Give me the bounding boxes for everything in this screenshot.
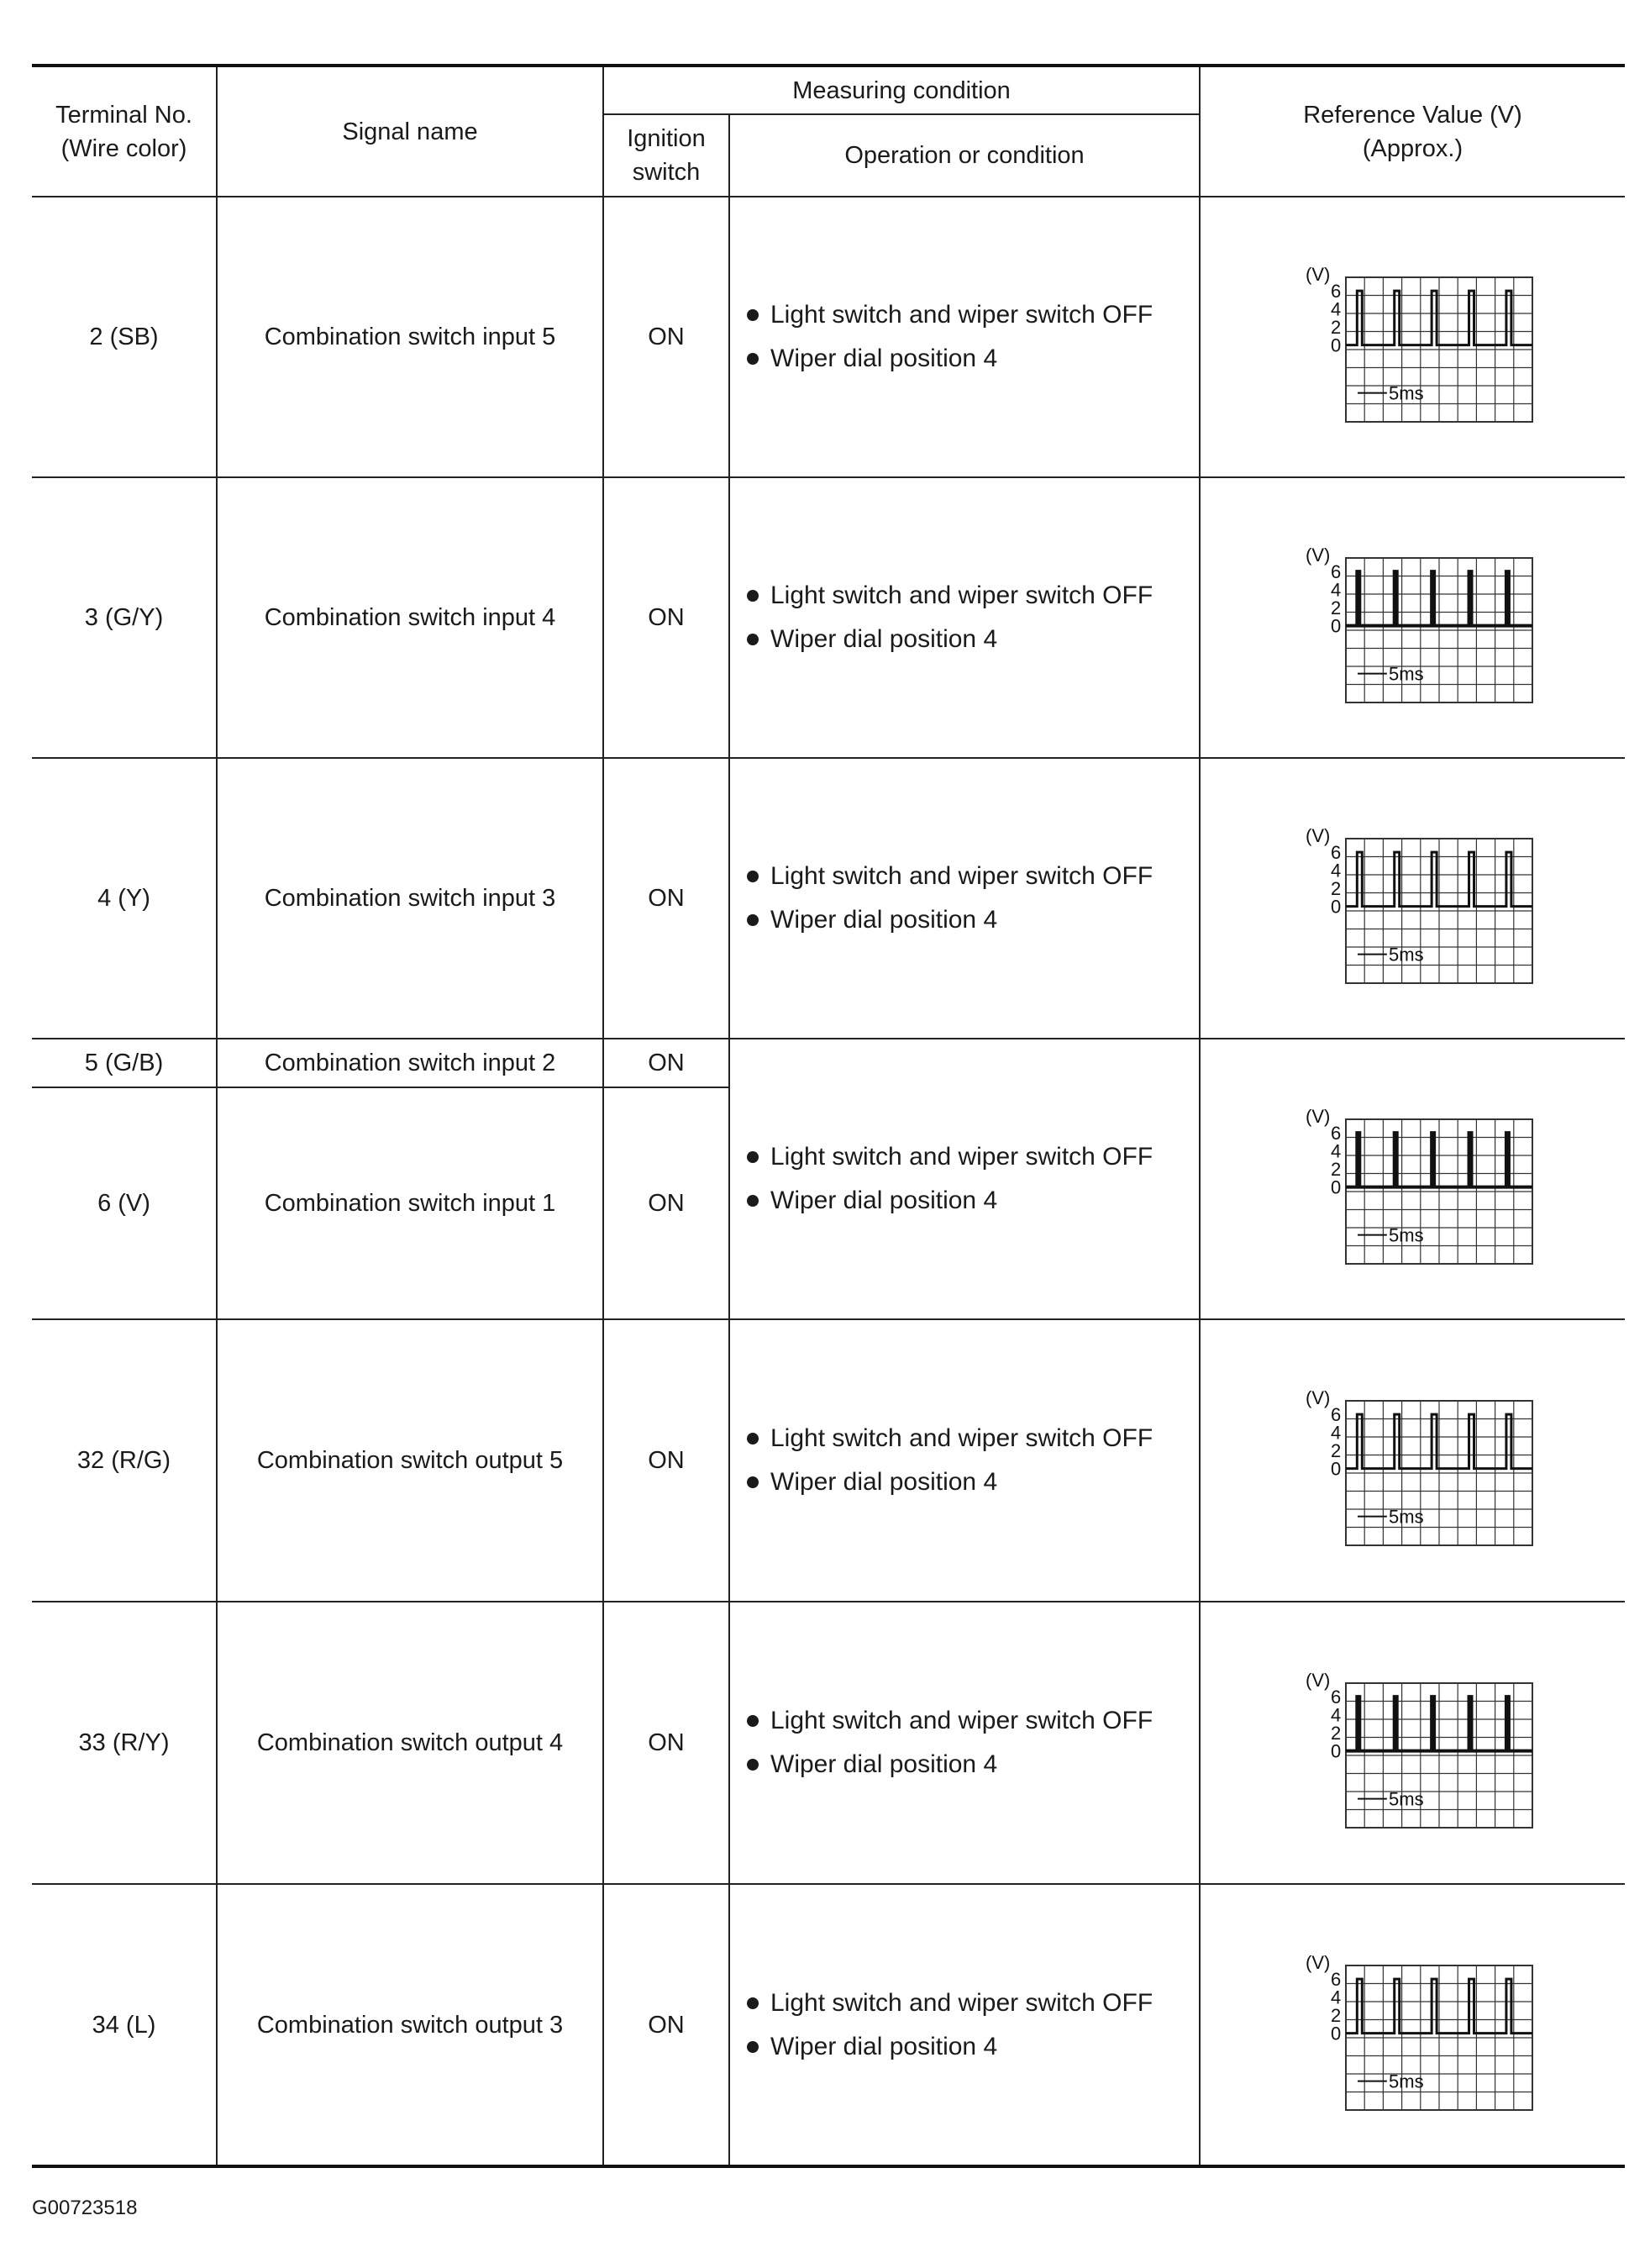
terminal-reference-table xyxy=(32,64,1625,2168)
ignition-cell: ON xyxy=(603,758,729,1039)
waveform-y-tick: 0 xyxy=(1330,615,1341,637)
waveform-y-tick: 4 xyxy=(1330,1704,1341,1726)
bullet-icon xyxy=(747,309,759,321)
ignition-cell: ON xyxy=(603,197,729,477)
ignition-cell: ON xyxy=(603,1319,729,1602)
condition-cell xyxy=(729,1039,1200,1319)
condition-text: Light switch and wiper switch OFF xyxy=(770,581,1153,609)
condition-item xyxy=(747,1460,1199,1504)
waveform-slot xyxy=(1201,1364,1625,1557)
waveform-y-tick: 6 xyxy=(1330,561,1341,583)
header-reference-value xyxy=(1200,66,1625,197)
reference-cell xyxy=(1200,758,1625,1039)
waveform-grid xyxy=(1346,1401,1532,1545)
header-reference-label: Reference Value (V) xyxy=(1303,101,1522,129)
reference-cell xyxy=(1200,1602,1625,1884)
reference-cell xyxy=(1200,477,1625,758)
waveform-y-tick: 0 xyxy=(1330,1458,1341,1480)
waveform-y-tick: 6 xyxy=(1330,1123,1341,1145)
reference-value-sheet xyxy=(32,64,1625,2168)
table-row xyxy=(32,1884,1625,2166)
waveform-graph xyxy=(1270,1646,1556,1839)
waveform-y-tick: 6 xyxy=(1330,1404,1341,1426)
condition-item xyxy=(747,618,1199,661)
waveform-y-tick: 2 xyxy=(1330,317,1341,339)
waveform-y-tick: 2 xyxy=(1330,2004,1341,2026)
bullet-icon xyxy=(747,1151,759,1163)
condition-cell xyxy=(729,1884,1200,2166)
reference-cell xyxy=(1200,1039,1625,1319)
waveform-unit-label: (V) xyxy=(1305,1387,1330,1408)
signal-cell: Combination switch output 4 xyxy=(217,1602,603,1884)
bullet-icon xyxy=(747,871,759,882)
condition-text: Light switch and wiper switch OFF xyxy=(770,1143,1153,1171)
header-ignition-switch xyxy=(603,114,729,197)
time-scale-label: 5ms xyxy=(1388,1788,1424,1810)
time-scale-label: 5ms xyxy=(1388,2071,1424,2092)
waveform-grid xyxy=(1346,558,1532,703)
waveform-y-tick: 2 xyxy=(1330,597,1341,619)
time-scale-label: 5ms xyxy=(1388,944,1424,966)
waveform-y-tick: 4 xyxy=(1330,298,1341,320)
bullet-icon xyxy=(747,1997,759,2009)
condition-text: Wiper dial position 4 xyxy=(770,345,998,372)
condition-item xyxy=(747,1981,1199,2025)
bullet-icon xyxy=(747,914,759,926)
bullet-icon xyxy=(747,590,759,602)
header-terminal-label: Terminal No. xyxy=(55,101,192,129)
terminal-cell: 6 (V) xyxy=(32,1087,217,1319)
terminal-cell: 34 (L) xyxy=(32,1884,217,2166)
waveform-grid xyxy=(1346,1119,1532,1264)
waveform-graph xyxy=(1270,802,1556,995)
waveform-y-tick: 6 xyxy=(1330,1968,1341,1990)
document-id: G00723518 xyxy=(32,2197,138,2219)
condition-item xyxy=(747,2025,1199,2069)
signal-cell: Combination switch output 5 xyxy=(217,1319,603,1602)
condition-item xyxy=(747,1417,1199,1460)
terminal-cell: 4 (Y) xyxy=(32,758,217,1039)
waveform-unit-label: (V) xyxy=(1305,1106,1330,1127)
waveform-y-tick: 6 xyxy=(1330,842,1341,864)
reference-cell xyxy=(1200,1319,1625,1602)
condition-item xyxy=(747,1135,1199,1179)
header-switch-label: switch xyxy=(632,159,701,186)
condition-text: Wiper dial position 4 xyxy=(770,906,998,934)
condition-item xyxy=(747,1743,1199,1787)
waveform-slot xyxy=(1201,1929,1625,2122)
condition-text: Wiper dial position 4 xyxy=(770,1187,998,1214)
waveform-slot xyxy=(1201,802,1625,995)
time-scale-label: 5ms xyxy=(1388,382,1424,404)
condition-item xyxy=(747,574,1199,618)
time-scale-label: 5ms xyxy=(1388,663,1424,685)
waveform-grid xyxy=(1346,1965,1532,2110)
condition-cell xyxy=(729,1602,1200,1884)
condition-cell xyxy=(729,1319,1200,1602)
waveform-y-tick: 0 xyxy=(1330,896,1341,918)
condition-text: Light switch and wiper switch OFF xyxy=(770,1988,1153,2017)
header-approx-label: (Approx.) xyxy=(1362,134,1463,162)
bullet-icon xyxy=(747,1759,759,1771)
waveform-y-tick: 4 xyxy=(1330,1140,1341,1162)
table-row xyxy=(32,1602,1625,1884)
waveform-y-tick: 0 xyxy=(1330,334,1341,356)
condition-text: Light switch and wiper switch OFF xyxy=(770,301,1153,329)
waveform-y-tick: 4 xyxy=(1330,1422,1341,1444)
bullet-icon xyxy=(747,1433,759,1444)
signal-cell: Combination switch input 5 xyxy=(217,197,603,477)
signal-cell: Combination switch input 3 xyxy=(217,758,603,1039)
condition-item xyxy=(747,1179,1199,1223)
table-row xyxy=(32,197,1625,477)
table-row xyxy=(32,477,1625,758)
waveform-grid xyxy=(1346,277,1532,422)
waveform-y-tick: 0 xyxy=(1330,1176,1341,1198)
signal-cell: Combination switch output 3 xyxy=(217,1884,603,2166)
terminal-cell: 2 (SB) xyxy=(32,197,217,477)
bullet-icon xyxy=(747,1195,759,1207)
header-signal-name: Signal name xyxy=(217,66,603,197)
waveform-grid xyxy=(1346,839,1532,983)
waveform-y-tick: 4 xyxy=(1330,860,1341,881)
table-row xyxy=(32,1319,1625,1602)
signal-cell: Combination switch input 4 xyxy=(217,477,603,758)
waveform-unit-label: (V) xyxy=(1305,264,1330,285)
condition-text: Light switch and wiper switch OFF xyxy=(770,1424,1153,1452)
condition-text: Wiper dial position 4 xyxy=(770,625,998,653)
ignition-cell: ON xyxy=(603,1039,729,1087)
table-row xyxy=(32,758,1625,1039)
table-row xyxy=(32,1039,1625,1087)
time-scale-label: 5ms xyxy=(1388,1506,1424,1528)
condition-cell xyxy=(729,758,1200,1039)
waveform-grid xyxy=(1346,1683,1532,1828)
bullet-icon xyxy=(747,634,759,645)
waveform-graph xyxy=(1270,1364,1556,1557)
condition-text: Wiper dial position 4 xyxy=(770,1750,998,1778)
header-operation: Operation or condition xyxy=(729,114,1200,197)
waveform-y-tick: 2 xyxy=(1330,1440,1341,1462)
condition-text: Light switch and wiper switch OFF xyxy=(770,1707,1153,1734)
bullet-icon xyxy=(747,353,759,365)
waveform-graph xyxy=(1270,1929,1556,2122)
ignition-cell: ON xyxy=(603,1602,729,1884)
terminal-cell: 33 (R/Y) xyxy=(32,1602,217,1884)
bullet-icon xyxy=(747,1476,759,1488)
condition-item xyxy=(747,855,1199,898)
waveform-slot xyxy=(1201,521,1625,714)
signal-cell: Combination switch input 2 xyxy=(217,1039,603,1087)
signal-cell: Combination switch input 1 xyxy=(217,1087,603,1319)
waveform-graph xyxy=(1270,240,1556,434)
waveform-y-tick: 2 xyxy=(1330,878,1341,900)
condition-text: Light switch and wiper switch OFF xyxy=(770,862,1153,890)
waveform-unit-label: (V) xyxy=(1305,825,1330,846)
waveform-slot xyxy=(1201,240,1625,434)
bullet-icon xyxy=(747,2041,759,2053)
waveform-unit-label: (V) xyxy=(1305,1670,1330,1691)
waveform-graph xyxy=(1270,521,1556,714)
waveform-y-tick: 4 xyxy=(1330,579,1341,601)
condition-cell xyxy=(729,477,1200,758)
time-scale-label: 5ms xyxy=(1388,1224,1424,1246)
ignition-cell: ON xyxy=(603,1884,729,2166)
condition-text: Wiper dial position 4 xyxy=(770,2032,998,2060)
waveform-y-tick: 4 xyxy=(1330,1986,1341,2008)
waveform-slot xyxy=(1201,1082,1625,1276)
reference-cell xyxy=(1200,197,1625,477)
terminal-cell: 5 (G/B) xyxy=(32,1039,217,1087)
waveform-y-tick: 6 xyxy=(1330,1687,1341,1708)
header-ignition-label: Ignition xyxy=(627,125,706,152)
header-terminal xyxy=(32,66,217,197)
condition-item xyxy=(747,898,1199,942)
condition-text: Wiper dial position 4 xyxy=(770,1468,998,1496)
condition-item xyxy=(747,337,1199,381)
waveform-y-tick: 0 xyxy=(1330,1740,1341,1762)
bullet-icon xyxy=(747,1715,759,1727)
reference-cell xyxy=(1200,1884,1625,2166)
ignition-cell: ON xyxy=(603,477,729,758)
waveform-y-tick: 6 xyxy=(1330,281,1341,303)
waveform-y-tick: 2 xyxy=(1330,1159,1341,1181)
terminal-cell: 3 (G/Y) xyxy=(32,477,217,758)
waveform-graph xyxy=(1270,1082,1556,1276)
waveform-slot xyxy=(1201,1646,1625,1839)
header-measuring-condition: Measuring condition xyxy=(603,66,1200,114)
waveform-y-tick: 0 xyxy=(1330,2023,1341,2044)
condition-cell xyxy=(729,197,1200,477)
condition-item xyxy=(747,1699,1199,1743)
ignition-cell: ON xyxy=(603,1087,729,1319)
waveform-unit-label: (V) xyxy=(1305,545,1330,566)
waveform-unit-label: (V) xyxy=(1305,1951,1330,1973)
header-wire-color-label: (Wire color) xyxy=(60,134,187,162)
terminal-cell: 32 (R/G) xyxy=(32,1319,217,1602)
waveform-y-tick: 2 xyxy=(1330,1723,1341,1744)
condition-item xyxy=(747,293,1199,337)
